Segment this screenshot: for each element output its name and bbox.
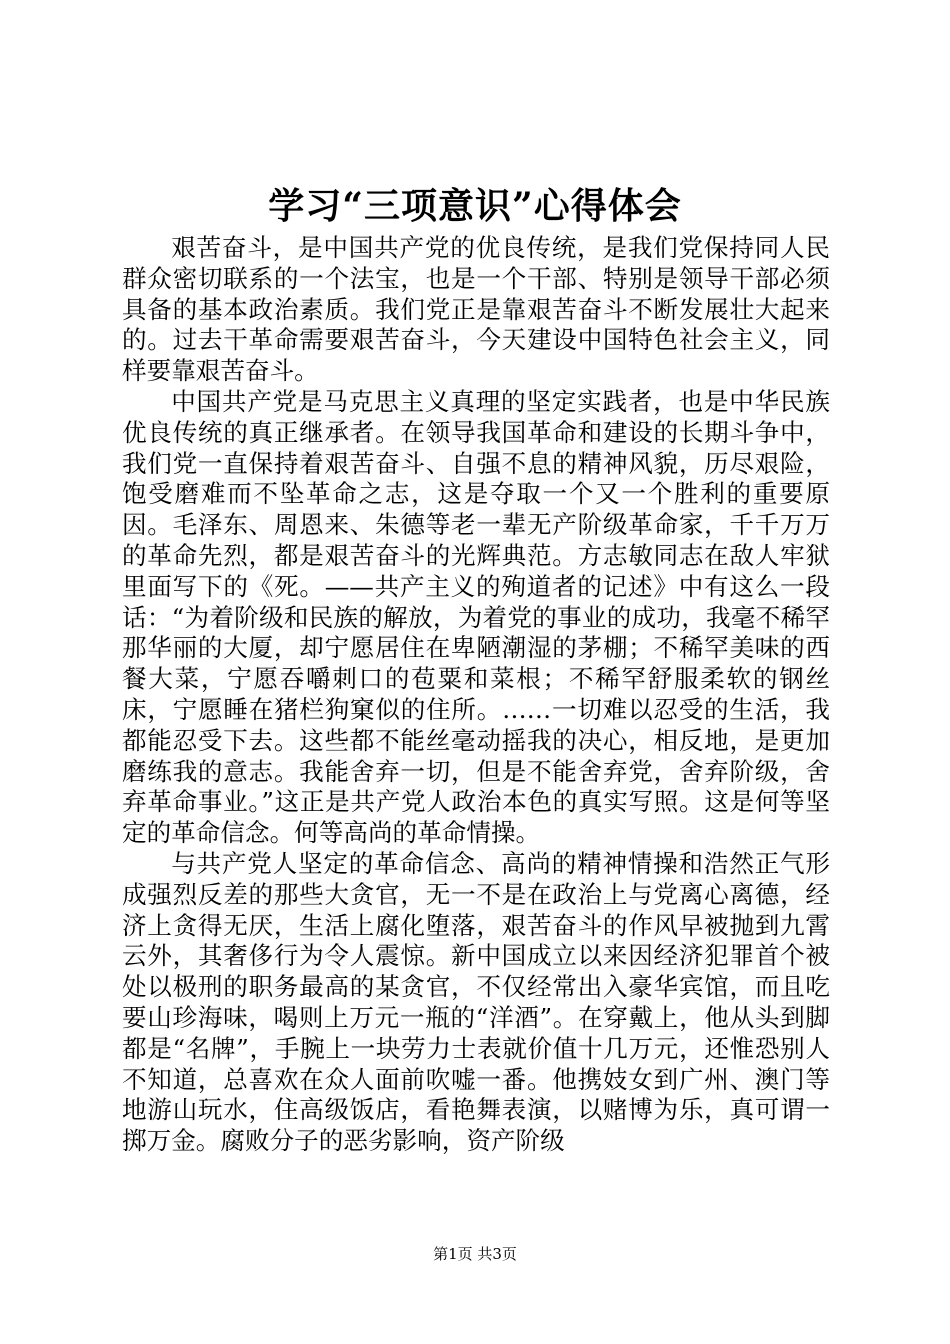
- paragraph-2: 中国共产党是马克思主义真理的坚定实践者，也是中华民族优良传统的真正继承者。在领导我国革命和建设的长期斗争中，我们党一直保持着艰苦奋斗、自强不息的精神风貌，历尽艰险，饱受磨难而不坠革命之志，这是夺取一个又一个胜利的重要原因。毛泽东、周恩来、朱德等老一辈无产阶级革命家，千千万万的革命先烈，都是艰苦奋斗的光辉典范。方志敏同志在敌人牢狱里面写下的《死。——共产主义的殉道者的记述》中有这么一段话：“为着阶级和民族的解放，为着党的事业的成功，我毫不稀罕那华丽的大厦，却宁愿居住在卑陋潮湿的茅棚；不稀罕美味的西餐大菜，宁愿吞嚼刺口的苞粟和菜根；不稀罕舒服柔软的钢丝床，宁愿睡在猪栏狗窠似的住所。……一切难以忍受的生活，我都能忍受下去。这些都不能丝毫动摇我的决心，相反地，是更加磨练我的意志。我能舍弃一切，但是不能舍弃党，舍弃阶级，舍弃革命事业。”这正是共产党人政治本色的真实写照。这是何等坚定的革命信念。何等高尚的革命情操。: [122, 386, 830, 848]
- document-title: 学习“三项意识”心得体会: [268, 185, 682, 227]
- document-body: [122, 233, 830, 1157]
- paragraph-1: 艰苦奋斗，是中国共产党的优良传统，是我们党保持同人民群众密切联系的一个法宝，也是一个干部、特别是领导干部必须具备的基本政治素质。我们党正是靠艰苦奋斗不断发展壮大起来的。过去干革命需要艰苦奋斗，今天建设中国特色社会主义，同样要靠艰苦奋斗。: [122, 233, 830, 386]
- paragraph-3: 与共产党人坚定的革命信念、高尚的精神情操和浩然正气形成强烈反差的那些大贪官，无一不是在政治上与党离心离德，经济上贪得无厌，生活上腐化堕落，艰苦奋斗的作风早被抛到九霄云外，其奢侈行为令人震惊。新中国成立以来因经济犯罪首个被处以极刑的职务最高的某贪官，不仅经常出入豪华宾馆，而且吃要山珍海味，喝则上万元一瓶的“洋酒”。在穿戴上，他从头到脚都是“名牌”，手腕上一块劳力士表就价值十几万元，还惟恐别人不知道，总喜欢在众人面前吹嘘一番。他携妓女到广州、澳门等地游山玩水，住高级饭店，看艳舞表演，以赌博为乐，真可谓一掷万金。腐败分子的恶劣影响，资产阶级: [122, 848, 830, 1156]
- page-footer: 第1页 共3页: [433, 1245, 517, 1263]
